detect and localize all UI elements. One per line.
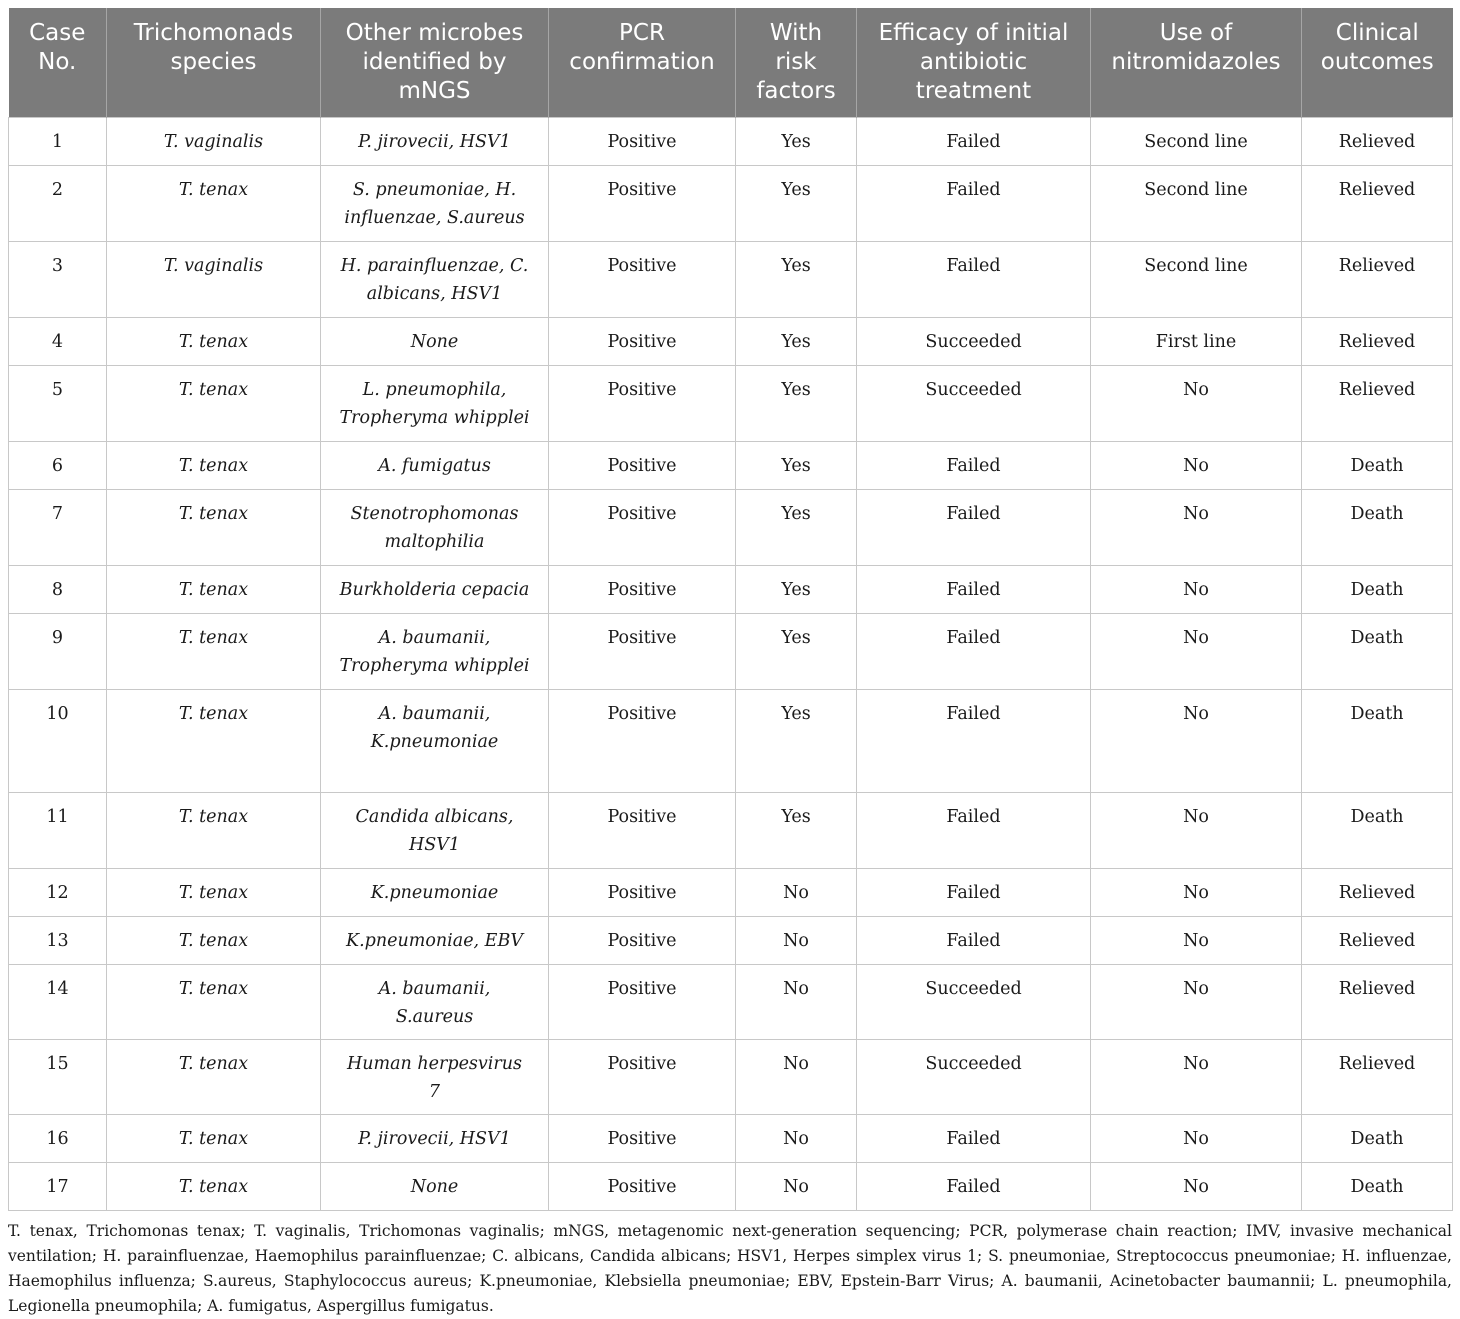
- header-text: Use of nitromidazoles: [1111, 20, 1281, 75]
- cell-outcome: Relieved: [1302, 1040, 1453, 1115]
- cell-case-no: 3: [9, 242, 107, 318]
- cell-nitromidazoles: No: [1091, 1163, 1302, 1211]
- table-row: [9, 566, 1453, 614]
- cell-species: T. tenax: [107, 1040, 321, 1115]
- cell-nitromidazoles: No: [1091, 869, 1302, 917]
- cell-outcome: Relieved: [1302, 366, 1453, 442]
- cell-outcome: Death: [1302, 793, 1453, 869]
- cell-outcome: Relieved: [1302, 166, 1453, 242]
- cell-case-no: 6: [9, 442, 107, 490]
- cell-risk-factors: Yes: [736, 566, 857, 614]
- header-antibiotic-efficacy: [857, 8, 1091, 118]
- cell-outcome: Death: [1302, 1163, 1453, 1211]
- table-row: [9, 1163, 1453, 1211]
- cell-pcr: Positive: [549, 166, 736, 242]
- table-row: [9, 917, 1453, 965]
- cell-pcr: Positive: [549, 318, 736, 366]
- cell-other-microbes: A. fumigatus: [321, 442, 549, 490]
- cell-outcome: Death: [1302, 1115, 1453, 1163]
- cell-case-no: 13: [9, 917, 107, 965]
- cell-other-microbes: A. baumanii, S.aureus: [321, 965, 549, 1040]
- cell-efficacy: Failed: [857, 917, 1091, 965]
- cell-outcome: Relieved: [1302, 869, 1453, 917]
- cell-case-no: 9: [9, 614, 107, 690]
- cell-risk-factors: No: [736, 1163, 857, 1211]
- cell-efficacy: Failed: [857, 793, 1091, 869]
- cell-species: T. tenax: [107, 614, 321, 690]
- table-row: [9, 793, 1453, 869]
- cell-other-microbes: H. parainfluenzae, C. albicans, HSV1: [321, 242, 549, 318]
- header-other-microbes: [321, 8, 549, 118]
- header-risk-factors: [736, 8, 857, 118]
- cell-case-no: 2: [9, 166, 107, 242]
- cell-other-microbes: K.pneumoniae, EBV: [321, 917, 549, 965]
- cell-case-no: 1: [9, 118, 107, 166]
- cell-other-microbes: L. pneumophila, Tropheryma whipplei: [321, 366, 549, 442]
- cell-species: T. tenax: [107, 965, 321, 1040]
- cell-pcr: Positive: [549, 1040, 736, 1115]
- header-text: Other microbes identified by mNGS: [345, 20, 524, 104]
- cell-case-no: 16: [9, 1115, 107, 1163]
- header-text: With risk factors: [756, 20, 836, 104]
- cell-efficacy: Succeeded: [857, 366, 1091, 442]
- cell-outcome: Relieved: [1302, 965, 1453, 1040]
- cell-pcr: Positive: [549, 614, 736, 690]
- table-row: [9, 965, 1453, 1040]
- cell-pcr: Positive: [549, 793, 736, 869]
- cell-case-no: 10: [9, 690, 107, 793]
- cell-efficacy: Failed: [857, 242, 1091, 318]
- cell-nitromidazoles: No: [1091, 442, 1302, 490]
- cell-nitromidazoles: No: [1091, 1040, 1302, 1115]
- cell-outcome: Relieved: [1302, 917, 1453, 965]
- cell-other-microbes: P. jirovecii, HSV1: [321, 118, 549, 166]
- cell-nitromidazoles: No: [1091, 917, 1302, 965]
- table-row: [9, 118, 1453, 166]
- cell-other-microbes: None: [321, 1163, 549, 1211]
- cell-nitromidazoles: No: [1091, 965, 1302, 1040]
- cell-efficacy: Failed: [857, 1163, 1091, 1211]
- cell-efficacy: Failed: [857, 166, 1091, 242]
- cell-other-microbes: K.pneumoniae: [321, 869, 549, 917]
- cell-pcr: Positive: [549, 366, 736, 442]
- cell-pcr: Positive: [549, 118, 736, 166]
- cell-nitromidazoles: No: [1091, 566, 1302, 614]
- cell-nitromidazoles: No: [1091, 614, 1302, 690]
- cell-other-microbes: Stenotrophomonas maltophilia: [321, 490, 549, 566]
- cell-case-no: 4: [9, 318, 107, 366]
- cell-other-microbes: Candida albicans, HSV1: [321, 793, 549, 869]
- cell-species: T. tenax: [107, 490, 321, 566]
- cell-species: T. tenax: [107, 166, 321, 242]
- cell-risk-factors: No: [736, 965, 857, 1040]
- cell-risk-factors: Yes: [736, 366, 857, 442]
- table-body: [9, 118, 1453, 1211]
- cell-outcome: Relieved: [1302, 118, 1453, 166]
- cell-risk-factors: Yes: [736, 490, 857, 566]
- cell-risk-factors: No: [736, 917, 857, 965]
- cell-efficacy: Failed: [857, 566, 1091, 614]
- cell-outcome: Death: [1302, 614, 1453, 690]
- table-header: [9, 8, 1453, 118]
- cell-nitromidazoles: No: [1091, 793, 1302, 869]
- cell-efficacy: Failed: [857, 118, 1091, 166]
- header-text: Trichomonads species: [133, 20, 294, 75]
- cell-risk-factors: Yes: [736, 614, 857, 690]
- cell-case-no: 17: [9, 1163, 107, 1211]
- header-text: Clinical outcomes: [1320, 20, 1434, 75]
- cell-nitromidazoles: First line: [1091, 318, 1302, 366]
- cell-nitromidazoles: No: [1091, 1115, 1302, 1163]
- cell-risk-factors: Yes: [736, 118, 857, 166]
- cell-outcome: Relieved: [1302, 318, 1453, 366]
- header-clinical-outcomes: [1302, 8, 1453, 118]
- cell-efficacy: Succeeded: [857, 965, 1091, 1040]
- cell-nitromidazoles: Second line: [1091, 118, 1302, 166]
- cell-outcome: Death: [1302, 566, 1453, 614]
- cell-other-microbes: A. baumanii, Tropheryma whipplei: [321, 614, 549, 690]
- cell-pcr: Positive: [549, 1163, 736, 1211]
- cell-other-microbes: A. baumanii, K.pneumoniae: [321, 690, 549, 793]
- cell-species: T. tenax: [107, 1115, 321, 1163]
- cell-risk-factors: No: [736, 1040, 857, 1115]
- cell-pcr: Positive: [549, 566, 736, 614]
- case-table: [8, 8, 1453, 1211]
- cell-species: T. vaginalis: [107, 242, 321, 318]
- table-row: [9, 490, 1453, 566]
- cell-risk-factors: Yes: [736, 318, 857, 366]
- cell-nitromidazoles: No: [1091, 490, 1302, 566]
- table-footnote: T. tenax, Trichomonas tenax; T. vaginalis, Trichomonas vaginalis; mNGS, metagenomic next-generation sequencing; PCR, polymerase chain reaction; IMV, invasive mechanical ventilation; H. parainfluenzae, Haemophilus parainfluenzae; C. albicans, Candida albicans; HSV1, Herpes simplex virus 1; S. pneumoniae, Streptococcus pneumoniae; H. influenzae, Haemophilus influenza; S.aureus, Staphylococcus aureus; K.pneumoniae, Klebsiella pneumoniae; EBV, Epstein-Barr Virus; A. baumanii, Acinetobacter baumannii; L. pneumophila, Legionella pneumophila; A. fumigatus, Aspergillus fumigatus.: [8, 1222, 1452, 1315]
- cell-other-microbes: P. jirovecii, HSV1: [321, 1115, 549, 1163]
- cell-species: T. tenax: [107, 566, 321, 614]
- header-trichomonads-species: [107, 8, 321, 118]
- cell-outcome: Death: [1302, 442, 1453, 490]
- cell-species: T. tenax: [107, 917, 321, 965]
- cell-nitromidazoles: Second line: [1091, 242, 1302, 318]
- table-row: [9, 442, 1453, 490]
- cell-efficacy: Failed: [857, 442, 1091, 490]
- cell-pcr: Positive: [549, 917, 736, 965]
- cell-other-microbes: S. pneumoniae, H. influenzae, S.aureus: [321, 166, 549, 242]
- cell-case-no: 7: [9, 490, 107, 566]
- table-row: [9, 1115, 1453, 1163]
- cell-case-no: 5: [9, 366, 107, 442]
- cell-species: T. tenax: [107, 869, 321, 917]
- header-case-no: [9, 8, 107, 118]
- cell-efficacy: Failed: [857, 869, 1091, 917]
- table-container: [8, 8, 1452, 1319]
- header-text: Efficacy of initial antibiotic treatment: [878, 20, 1069, 104]
- cell-nitromidazoles: Second line: [1091, 166, 1302, 242]
- cell-pcr: Positive: [549, 1115, 736, 1163]
- cell-pcr: Positive: [549, 965, 736, 1040]
- table-row: [9, 614, 1453, 690]
- header-text: PCR confirmation: [569, 20, 715, 75]
- table-row: [9, 690, 1453, 793]
- cell-risk-factors: Yes: [736, 690, 857, 793]
- cell-outcome: Death: [1302, 690, 1453, 793]
- cell-risk-factors: Yes: [736, 166, 857, 242]
- cell-efficacy: Succeeded: [857, 318, 1091, 366]
- cell-case-no: 15: [9, 1040, 107, 1115]
- table-row: [9, 1040, 1453, 1115]
- cell-case-no: 12: [9, 869, 107, 917]
- cell-efficacy: Succeeded: [857, 1040, 1091, 1115]
- cell-efficacy: Failed: [857, 614, 1091, 690]
- cell-efficacy: Failed: [857, 690, 1091, 793]
- header-nitromidazoles: [1091, 8, 1302, 118]
- table-row: [9, 166, 1453, 242]
- cell-case-no: 8: [9, 566, 107, 614]
- cell-case-no: 14: [9, 965, 107, 1040]
- cell-pcr: Positive: [549, 690, 736, 793]
- cell-case-no: 11: [9, 793, 107, 869]
- cell-species: T. tenax: [107, 690, 321, 793]
- table-row: [9, 869, 1453, 917]
- cell-species: T. tenax: [107, 793, 321, 869]
- cell-species: T. tenax: [107, 318, 321, 366]
- cell-efficacy: Failed: [857, 1115, 1091, 1163]
- cell-pcr: Positive: [549, 442, 736, 490]
- cell-risk-factors: Yes: [736, 793, 857, 869]
- header-pcr-confirmation: [549, 8, 736, 118]
- header-row: [9, 8, 1453, 118]
- cell-risk-factors: No: [736, 869, 857, 917]
- cell-species: T. vaginalis: [107, 118, 321, 166]
- cell-pcr: Positive: [549, 869, 736, 917]
- table-row: [9, 318, 1453, 366]
- cell-pcr: Positive: [549, 242, 736, 318]
- table-row: [9, 242, 1453, 318]
- cell-nitromidazoles: No: [1091, 690, 1302, 793]
- cell-risk-factors: Yes: [736, 442, 857, 490]
- cell-risk-factors: No: [736, 1115, 857, 1163]
- cell-outcome: Relieved: [1302, 242, 1453, 318]
- cell-pcr: Positive: [549, 490, 736, 566]
- cell-risk-factors: Yes: [736, 242, 857, 318]
- cell-other-microbes: None: [321, 318, 549, 366]
- cell-species: T. tenax: [107, 1163, 321, 1211]
- cell-nitromidazoles: No: [1091, 366, 1302, 442]
- cell-efficacy: Failed: [857, 490, 1091, 566]
- cell-species: T. tenax: [107, 442, 321, 490]
- cell-other-microbes: Human herpesvirus 7: [321, 1040, 549, 1115]
- header-text: Case No.: [29, 20, 86, 75]
- table-row: [9, 366, 1453, 442]
- cell-outcome: Death: [1302, 490, 1453, 566]
- cell-species: T. tenax: [107, 366, 321, 442]
- cell-other-microbes: Burkholderia cepacia: [321, 566, 549, 614]
